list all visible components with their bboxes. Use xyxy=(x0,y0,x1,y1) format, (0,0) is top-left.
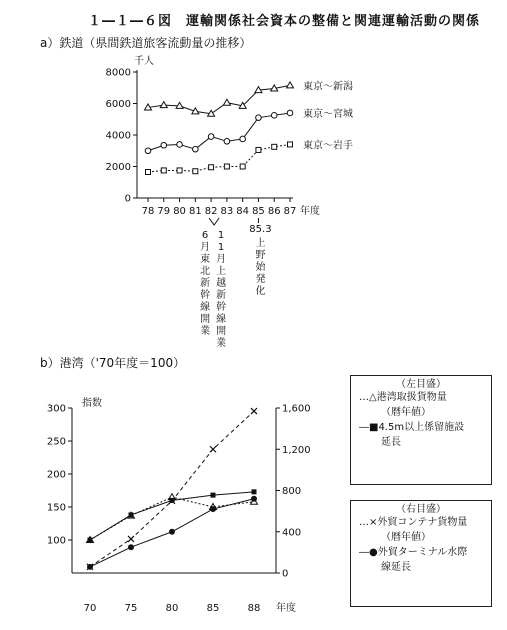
chart-a-annotation-char: 6 xyxy=(201,230,209,241)
chart-a-annotation-char: 開 xyxy=(216,326,227,337)
chart-a-x-tick-label: 80 xyxy=(173,206,186,217)
chart-a-point xyxy=(256,147,261,152)
chart-a-point xyxy=(177,142,183,148)
chart-b-x-tick-label: 85 xyxy=(206,603,220,614)
chart-a-y-tick-label: 2000 xyxy=(105,162,131,173)
chart-b-right-tick-label: 1,200 xyxy=(282,444,311,456)
chart-a-x-tick-label: 82 xyxy=(204,206,218,217)
section-a-title: a）鉄道（県間鉄道旅客流動量の推移） xyxy=(40,36,252,50)
chart-b-point xyxy=(251,408,257,414)
legend-right-item-1: …×外貿コンテナ貨物量 xyxy=(359,517,468,528)
legend-left-axis xyxy=(350,375,492,485)
chart-b-point xyxy=(251,496,257,502)
chart-a-x-suffix: 年度 xyxy=(300,206,320,217)
chart-a-annotation-char: 幹 xyxy=(216,302,227,313)
chart-b-x-suffix: 年度 xyxy=(276,603,296,614)
chart-a-annotation-bracket xyxy=(209,218,219,225)
chart-b-right-tick-label: 1,600 xyxy=(282,403,311,415)
chart-a-annotation-char: 幹 xyxy=(200,290,211,301)
chart-a-annotation-char: 1 xyxy=(217,230,225,241)
chart-a-point xyxy=(146,170,151,175)
chart-a-annotation-char: 発 xyxy=(255,274,266,285)
chart-a-annotation-char: 北 xyxy=(200,266,211,277)
chart-a-point xyxy=(224,164,229,169)
chart-b-left-tick-label: 100 xyxy=(46,535,66,547)
chart-a-annotation-char: 野 xyxy=(255,250,266,261)
chart-a-point xyxy=(288,142,293,147)
chart-b-left-tick-label: 150 xyxy=(46,502,66,514)
chart-a-point xyxy=(161,168,166,173)
chart-a-annotation-char: 1 xyxy=(217,242,225,253)
chart-b-series-line xyxy=(90,411,254,567)
chart-b-right-tick-label: 0 xyxy=(282,568,289,580)
chart-b-point xyxy=(211,493,216,498)
section-b-title: b）港湾（'70年度＝100） xyxy=(40,356,186,370)
chart-a-point xyxy=(193,169,198,174)
chart-b-x-tick-label: 80 xyxy=(165,603,179,614)
legend-right-title: （右目盛） xyxy=(396,504,446,515)
legend-left-title: （左目盛） xyxy=(396,379,446,390)
chart-b-point xyxy=(88,538,93,543)
chart-a-annotation-char: 月 xyxy=(200,242,211,253)
chart-a-x-tick-label: 84 xyxy=(236,206,250,217)
chart-a-annotation-char: 新 xyxy=(216,290,227,301)
legend-right-axis xyxy=(350,500,492,607)
chart-b-point xyxy=(128,536,134,542)
chart-b-left-axis-label: 指数 xyxy=(82,398,102,409)
chart-a-point xyxy=(240,136,246,142)
chart-a-point xyxy=(240,164,245,169)
chart-a-y-tick-label: 6000 xyxy=(105,99,131,110)
chart-a-point xyxy=(193,146,199,152)
chart-a-annotation-char: 始 xyxy=(255,262,266,273)
chart-a-point xyxy=(287,82,294,88)
chart-b-point xyxy=(129,512,134,517)
chart-a-x-tick-label: 87 xyxy=(283,206,297,217)
chart-a-point xyxy=(209,165,214,170)
legend-right-item-2b: 線延長 xyxy=(381,562,411,573)
chart-a-annotation-char: 化 xyxy=(255,286,266,297)
chart-b-left-tick-label: 300 xyxy=(46,403,66,415)
chart-a-y-tick-label: 8000 xyxy=(105,67,131,79)
legend-right-item-2: ―●外貿ターミナル水際 xyxy=(359,547,468,558)
chart-a-point xyxy=(145,148,151,154)
chart-a-x-tick-label: 78 xyxy=(141,206,155,217)
chart-b-right-tick-label: 400 xyxy=(282,527,302,539)
legend-left-item-1b: （暦年値） xyxy=(381,407,431,418)
chart-a-point xyxy=(272,144,277,149)
chart-b-right-tick-label: 800 xyxy=(282,486,302,497)
chart-a-series-label: 東京～新潟 xyxy=(303,81,353,93)
chart-a-series-line xyxy=(148,85,290,113)
chart-b-left-tick-label: 250 xyxy=(46,436,66,448)
chart-b-point xyxy=(210,506,216,512)
chart-a-point xyxy=(160,102,167,108)
figure-title: １―１―６図 運輸関係社会資本の整備と関連運輸活動の関係 xyxy=(88,14,481,29)
chart-a-annotation-char: 上 xyxy=(255,238,266,249)
chart-a-annotation-char: 開 xyxy=(200,314,211,325)
legend-right-item-1b: （暦年値） xyxy=(381,532,431,543)
chart-a-x-tick-label: 83 xyxy=(220,206,234,217)
chart-b-point xyxy=(252,489,257,494)
legend-left-item-2: ―■4.5m以上係留施設 xyxy=(359,422,465,433)
chart-a-point xyxy=(287,110,293,116)
legend-left-item-1: …△港湾取扱貨物量 xyxy=(359,392,447,403)
chart-a-series-line xyxy=(148,144,290,172)
chart-a-annotation-char: 業 xyxy=(200,326,211,337)
chart-a-point xyxy=(271,113,277,119)
chart-a-point xyxy=(224,139,230,145)
legend-left-item-2b: 延長 xyxy=(381,437,401,448)
chart-a-annotation-char: 線 xyxy=(200,302,211,313)
chart-a-x-tick-label: 79 xyxy=(157,206,171,217)
chart-b-point xyxy=(87,564,93,570)
chart-a-x-tick-label: 85 xyxy=(252,206,265,217)
chart-a-annotation-char: 業 xyxy=(216,338,227,349)
chart-a-series-label: 東京～宮城 xyxy=(303,108,353,120)
chart-a-annotation-char: 上 xyxy=(216,266,227,277)
chart-a-annotation-char: 新 xyxy=(200,278,211,289)
chart-a-point xyxy=(208,134,214,140)
chart-a-y-tick-label: 0 xyxy=(124,193,131,205)
chart-b-left-tick-label: 200 xyxy=(46,469,66,481)
chart-b-point xyxy=(128,544,134,550)
chart-b-x-tick-label: 75 xyxy=(124,603,138,614)
chart-b-x-tick-label: 88 xyxy=(247,603,261,614)
chart-a-unit-label: 千人 xyxy=(134,56,154,67)
chart-a-point xyxy=(256,115,262,121)
chart-a-annotation-label: 85.3 xyxy=(249,224,272,235)
chart-b-x-tick-label: 70 xyxy=(83,603,97,614)
chart-a-series-label: 東京～岩手 xyxy=(303,140,353,152)
chart-a-point xyxy=(161,142,167,148)
chart-b-point xyxy=(210,446,216,452)
chart-a-annotation-char: 月 xyxy=(216,254,227,265)
chart-a-x-tick-label: 81 xyxy=(188,206,202,217)
chart-a-annotation-char: 東 xyxy=(200,254,211,265)
chart-a-point xyxy=(223,99,230,105)
chart-a-series-line xyxy=(148,113,290,151)
chart-b-point xyxy=(169,529,175,535)
chart-a-y-tick-label: 4000 xyxy=(105,130,131,142)
chart-a-annotation-char: 線 xyxy=(216,314,227,325)
chart-a-point xyxy=(177,168,182,173)
chart-a-annotation-char: 越 xyxy=(216,278,227,289)
chart-a-x-tick-label: 86 xyxy=(267,206,281,217)
